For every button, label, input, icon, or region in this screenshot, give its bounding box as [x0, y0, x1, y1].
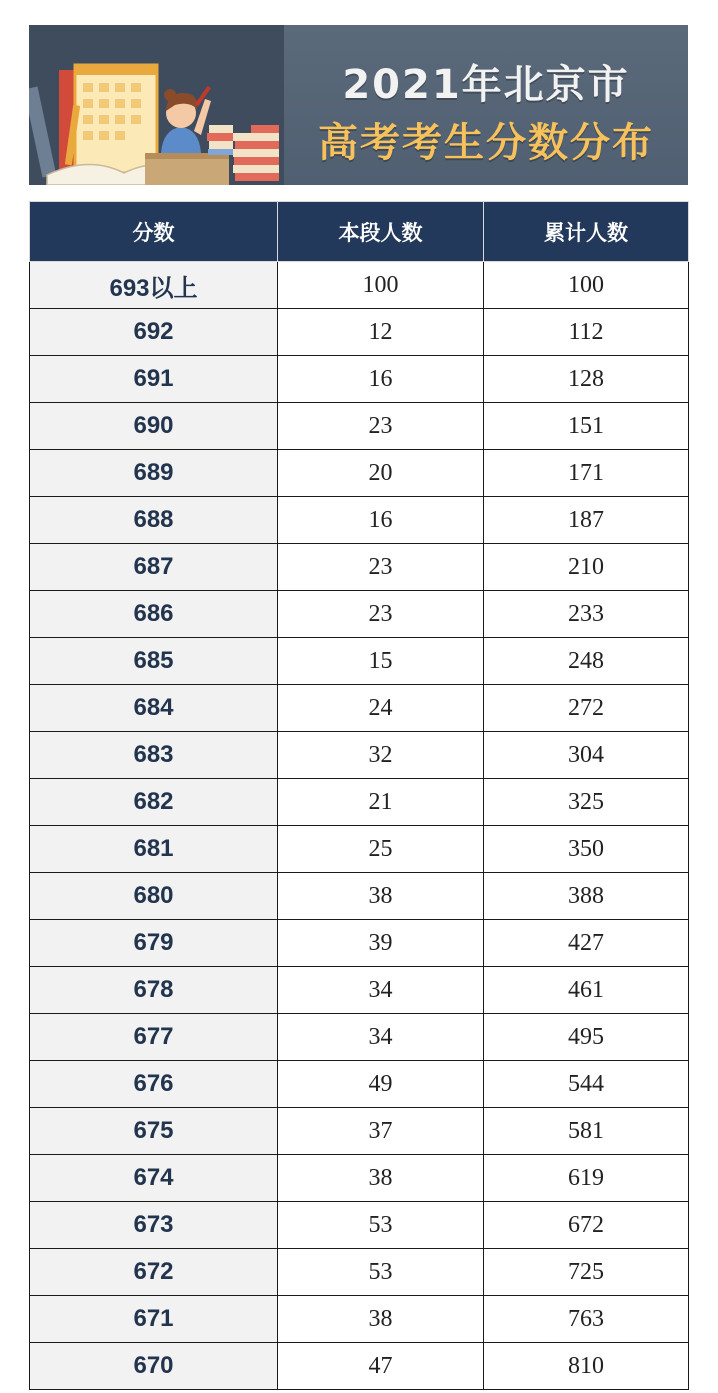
- score-cell: 679: [30, 920, 278, 967]
- score-cell: 686: [30, 591, 278, 638]
- cumulative-cell: 151: [484, 403, 689, 450]
- table-row: [30, 403, 689, 450]
- count-cell: 32: [278, 732, 484, 779]
- cumulative-cell: 544: [484, 1061, 689, 1108]
- score-cell: 688: [30, 497, 278, 544]
- count-cell: 38: [278, 1296, 484, 1343]
- cumulative-cell: 350: [484, 826, 689, 873]
- score-cell: 690: [30, 403, 278, 450]
- table-row: [30, 544, 689, 591]
- count-cell: 53: [278, 1202, 484, 1249]
- count-cell: 15: [278, 638, 484, 685]
- score-cell: 684: [30, 685, 278, 732]
- cumulative-cell: 581: [484, 1108, 689, 1155]
- table-row: [30, 873, 689, 920]
- table-row: [30, 1155, 689, 1202]
- cumulative-cell: 187: [484, 497, 689, 544]
- score-distribution-table: [29, 201, 689, 1390]
- count-cell: 16: [278, 356, 484, 403]
- score-cell: 678: [30, 967, 278, 1014]
- score-cell: 670: [30, 1343, 278, 1390]
- table-row: [30, 356, 689, 403]
- score-cell: 675: [30, 1108, 278, 1155]
- count-cell: 53: [278, 1249, 484, 1296]
- header-score: 分数: [30, 202, 278, 262]
- cumulative-cell: 763: [484, 1296, 689, 1343]
- table-row: [30, 262, 689, 309]
- score-cell: 683: [30, 732, 278, 779]
- header-banner: [29, 25, 688, 185]
- count-cell: 49: [278, 1061, 484, 1108]
- cumulative-cell: 388: [484, 873, 689, 920]
- score-cell: 677: [30, 1014, 278, 1061]
- table-row: [30, 638, 689, 685]
- score-cell: 682: [30, 779, 278, 826]
- cumulative-cell: 810: [484, 1343, 689, 1390]
- score-cell: 673: [30, 1202, 278, 1249]
- table-row: [30, 732, 689, 779]
- cumulative-cell: 128: [484, 356, 689, 403]
- cumulative-cell: 304: [484, 732, 689, 779]
- cumulative-cell: 112: [484, 309, 689, 356]
- table-row: [30, 1202, 689, 1249]
- score-cell: 671: [30, 1296, 278, 1343]
- count-cell: 100: [278, 262, 484, 309]
- cumulative-cell: 725: [484, 1249, 689, 1296]
- table-row: [30, 497, 689, 544]
- score-cell: 692: [30, 309, 278, 356]
- table-row: [30, 779, 689, 826]
- count-cell: 47: [278, 1343, 484, 1390]
- count-cell: 25: [278, 826, 484, 873]
- score-cell: 674: [30, 1155, 278, 1202]
- table-row: [30, 1014, 689, 1061]
- cumulative-cell: 461: [484, 967, 689, 1014]
- cumulative-cell: 619: [484, 1155, 689, 1202]
- cumulative-cell: 325: [484, 779, 689, 826]
- table-row: [30, 1108, 689, 1155]
- score-cell: 687: [30, 544, 278, 591]
- count-cell: 20: [278, 450, 484, 497]
- table-row: [30, 309, 689, 356]
- table-row: [30, 1296, 689, 1343]
- cumulative-cell: 272: [484, 685, 689, 732]
- score-cell: 680: [30, 873, 278, 920]
- score-cell: 685: [30, 638, 278, 685]
- count-cell: 21: [278, 779, 484, 826]
- banner-title-panel: [284, 25, 688, 185]
- cumulative-cell: 495: [484, 1014, 689, 1061]
- header-cumulative-count: 累计人数: [484, 202, 689, 262]
- score-cell: 681: [30, 826, 278, 873]
- header-segment-count: 本段人数: [278, 202, 484, 262]
- banner-title-year: 2021年北京市: [342, 62, 630, 108]
- cumulative-cell: 233: [484, 591, 689, 638]
- count-cell: 34: [278, 967, 484, 1014]
- table-header-row: [30, 202, 689, 262]
- count-cell: 12: [278, 309, 484, 356]
- score-cell: 693以上: [30, 262, 278, 309]
- cumulative-cell: 427: [484, 920, 689, 967]
- table-row: [30, 685, 689, 732]
- count-cell: 39: [278, 920, 484, 967]
- score-cell: 672: [30, 1249, 278, 1296]
- cumulative-cell: 672: [484, 1202, 689, 1249]
- count-cell: 23: [278, 591, 484, 638]
- student-studying-illustration: [29, 25, 284, 185]
- cumulative-cell: 248: [484, 638, 689, 685]
- table-row: [30, 591, 689, 638]
- count-cell: 23: [278, 403, 484, 450]
- count-cell: 38: [278, 1155, 484, 1202]
- count-cell: 34: [278, 1014, 484, 1061]
- count-cell: 23: [278, 544, 484, 591]
- table-row: [30, 1061, 689, 1108]
- cumulative-cell: 100: [484, 262, 689, 309]
- count-cell: 38: [278, 873, 484, 920]
- cumulative-cell: 210: [484, 544, 689, 591]
- count-cell: 37: [278, 1108, 484, 1155]
- banner-title-subject: 高考考生分数分布: [318, 120, 654, 166]
- count-cell: 16: [278, 497, 484, 544]
- score-cell: 691: [30, 356, 278, 403]
- table-row: [30, 1343, 689, 1390]
- count-cell: 24: [278, 685, 484, 732]
- table-row: [30, 920, 689, 967]
- score-cell: 689: [30, 450, 278, 497]
- table-row: [30, 826, 689, 873]
- table-row: [30, 1249, 689, 1296]
- cumulative-cell: 171: [484, 450, 689, 497]
- table-row: [30, 967, 689, 1014]
- score-cell: 676: [30, 1061, 278, 1108]
- table-row: [30, 450, 689, 497]
